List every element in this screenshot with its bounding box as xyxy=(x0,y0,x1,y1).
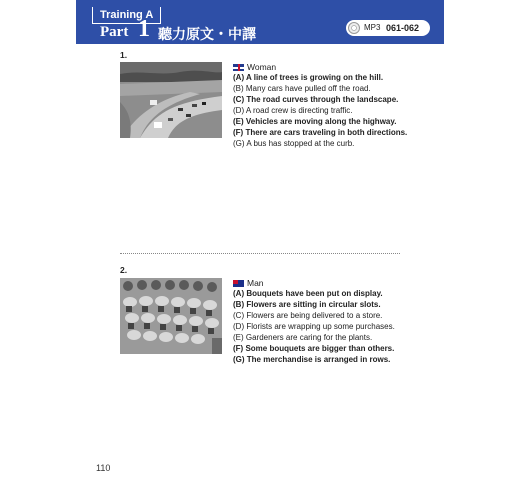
dotted-divider xyxy=(120,253,400,254)
speaker-label: Woman xyxy=(233,62,276,72)
option-a: (A) Bouquets have been put on display. xyxy=(233,289,383,298)
part-label: Part xyxy=(100,24,129,40)
question-number: 2. xyxy=(120,265,128,275)
option-e: (E) Gardeners are caring for the plants. xyxy=(233,333,373,342)
mp3-track-code: 061-062 xyxy=(386,23,420,33)
option-g: (G) The merchandise is arranged in rows. xyxy=(233,355,391,364)
part-number: 1 xyxy=(138,16,150,42)
question-number: 1. xyxy=(120,50,128,60)
option-c: (C) Flowers are being delivered to a store. xyxy=(233,311,383,320)
option-f: (F) There are cars traveling in both directions. xyxy=(233,128,408,137)
uk-flag-icon xyxy=(233,64,244,71)
section-tab: Training A xyxy=(92,7,161,24)
mp3-badge[interactable] xyxy=(346,20,430,36)
flower-display-photo xyxy=(120,278,222,354)
option-a: (A) A line of trees is growing on the hill. xyxy=(233,73,384,82)
option-f: (F) Some bouquets are bigger than others. xyxy=(233,344,395,353)
option-e: (E) Vehicles are moving along the highway. xyxy=(233,117,397,126)
highway-photo xyxy=(120,62,222,138)
australia-flag-icon xyxy=(233,280,244,287)
option-c: (C) The road curves through the landscape. xyxy=(233,95,399,104)
cd-icon xyxy=(348,22,360,34)
option-d: (D) A road crew is directing traffic. xyxy=(233,106,353,115)
speaker-label: Man xyxy=(233,278,264,288)
option-b: (B) Flowers are sitting in circular slots. xyxy=(233,300,381,309)
option-b: (B) Many cars have pulled off the road. xyxy=(233,84,371,93)
option-d: (D) Florists are wrapping up some purchases. xyxy=(233,322,395,331)
mp3-label: MP3 xyxy=(364,23,381,32)
option-g: (G) A bus has stopped at the curb. xyxy=(233,139,355,148)
part-title: 聽力原文・中譯 xyxy=(158,27,256,43)
page-number: 110 xyxy=(96,463,111,473)
